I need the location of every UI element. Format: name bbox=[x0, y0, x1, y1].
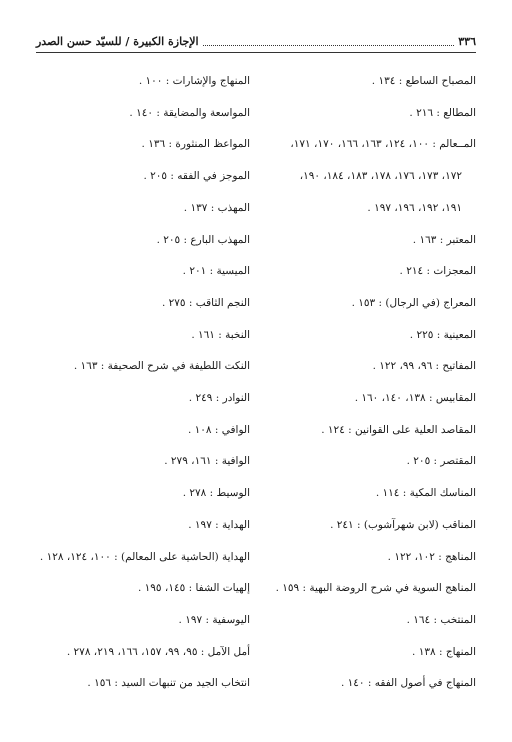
index-entry: الوافي : ١٠٨ . bbox=[187, 423, 250, 436]
index-entry: المنهاج في أصول الفقه : ١٤٠ . bbox=[340, 677, 476, 690]
index-entry: النجم الثاقب : ٢٧٥ . bbox=[161, 296, 250, 309]
index-entry: المناهج السوية في شرح الروضة البهية : ١٥٩ . bbox=[275, 582, 476, 595]
index-entry: المقابيس : ١٣٨، ١٤٠، ١٦٠ . bbox=[354, 392, 476, 405]
index-entry: النكت اللطيفة في شرح الصحيفة : ١٦٣ . bbox=[73, 360, 250, 373]
index-entry: المعتبر : ١٦٣ . bbox=[412, 233, 476, 246]
index-entry: المصباح الساطع : ١٣٤ . bbox=[371, 75, 476, 87]
index-entry: الهداية : ١٩٧ . bbox=[188, 518, 250, 531]
index-entry: المواعظ المنثورة : ١٣٦ . bbox=[141, 138, 250, 151]
index-entry: انتخاب الجيد من تنبهات السيد : ١٥٦ . bbox=[87, 677, 250, 690]
index-column-left bbox=[30, 66, 250, 700]
index-column-right bbox=[246, 66, 476, 700]
index-entry: اليوسفية : ١٩٧ . bbox=[178, 613, 250, 626]
page-number: ٣٣٦ bbox=[458, 34, 476, 48]
index-entry: الموجز في الفقه : ٢٠٥ . bbox=[143, 170, 250, 183]
index-entry-continuation: ١٩١، ١٩٢، ١٩٦، ١٩٧ . bbox=[367, 201, 462, 214]
index-entry: الوسيط : ٢٧٨ . bbox=[182, 487, 250, 500]
index-entry: الوافية : ١٦١، ٢٧٩ . bbox=[164, 455, 250, 468]
running-header bbox=[36, 32, 476, 50]
index-entry: المفاتيح : ٩٦، ٩٩، ١٢٢ . bbox=[372, 360, 476, 373]
index-entry: إلهيات الشفا : ١٤٥، ١٩٥ . bbox=[137, 582, 250, 595]
index-entry: المنهاج : ١٣٨ . bbox=[412, 645, 476, 658]
index-entry: المهذب : ١٣٧ . bbox=[183, 201, 250, 214]
index-entry: المقتصر : ٢٠٥ . bbox=[406, 455, 476, 468]
index-entry: المعجزات : ٢١٤ . bbox=[399, 265, 476, 278]
index-entry: أمل الآمل : ٩٥، ٩٩، ١٥٧، ١٦٦، ٢١٩، ٢٧٨ . bbox=[66, 645, 250, 658]
book-title: الإجازة الكبيرة / للسيّد حسن الصدر bbox=[36, 34, 199, 48]
index-entry: المناهج : ١٠٢، ١٢٢ . bbox=[387, 550, 476, 563]
index-entry: المطالع : ٢١٦ . bbox=[409, 106, 476, 119]
index-entry: المناسك المكية : ١١٤ . bbox=[375, 487, 476, 500]
index-entry: المعراج (في الرجال) : ١٥٣ . bbox=[351, 296, 476, 309]
index-entry: المواسعة والمضايقة : ١٤٠ . bbox=[129, 106, 250, 119]
index-entry: النوادر : ٢٤٩ . bbox=[188, 392, 250, 405]
index-entry: المنتخب : ١٦٤ . bbox=[406, 613, 476, 626]
index-entry: المنهاج والإشارات : ١٠٠ . bbox=[138, 75, 250, 87]
index-entry: الهداية (الحاشية على المعالم) : ١٠٠، ١٢٤، ١٢٨ . bbox=[39, 550, 250, 563]
index-entry: المهذب البارع : ٢٠٥ . bbox=[156, 233, 250, 246]
index-entry: المناقب (لابن شهرآشوب) : ٢٤١ . bbox=[330, 518, 476, 531]
index-entry: المعينية : ٢٢٥ . bbox=[409, 328, 476, 341]
index-entry: الميسية : ٢٠١ . bbox=[182, 265, 250, 278]
index-entry: المقاصد العلية على القوانين : ١٢٤ . bbox=[321, 423, 476, 436]
index-entry: المــعالم : ١٠٠، ١٢٤، ١٦٣، ١٦٦، ١٧٠، ١٧١، bbox=[290, 138, 476, 151]
header-dot-leader bbox=[203, 37, 455, 46]
index-entry-continuation: ١٧٢، ١٧٣، ١٧٦، ١٧٨، ١٨٣، ١٨٤، ١٩٠، bbox=[299, 170, 462, 183]
header-rule bbox=[36, 52, 476, 53]
index-entry: النخبة : ١٦١ . bbox=[191, 328, 250, 341]
